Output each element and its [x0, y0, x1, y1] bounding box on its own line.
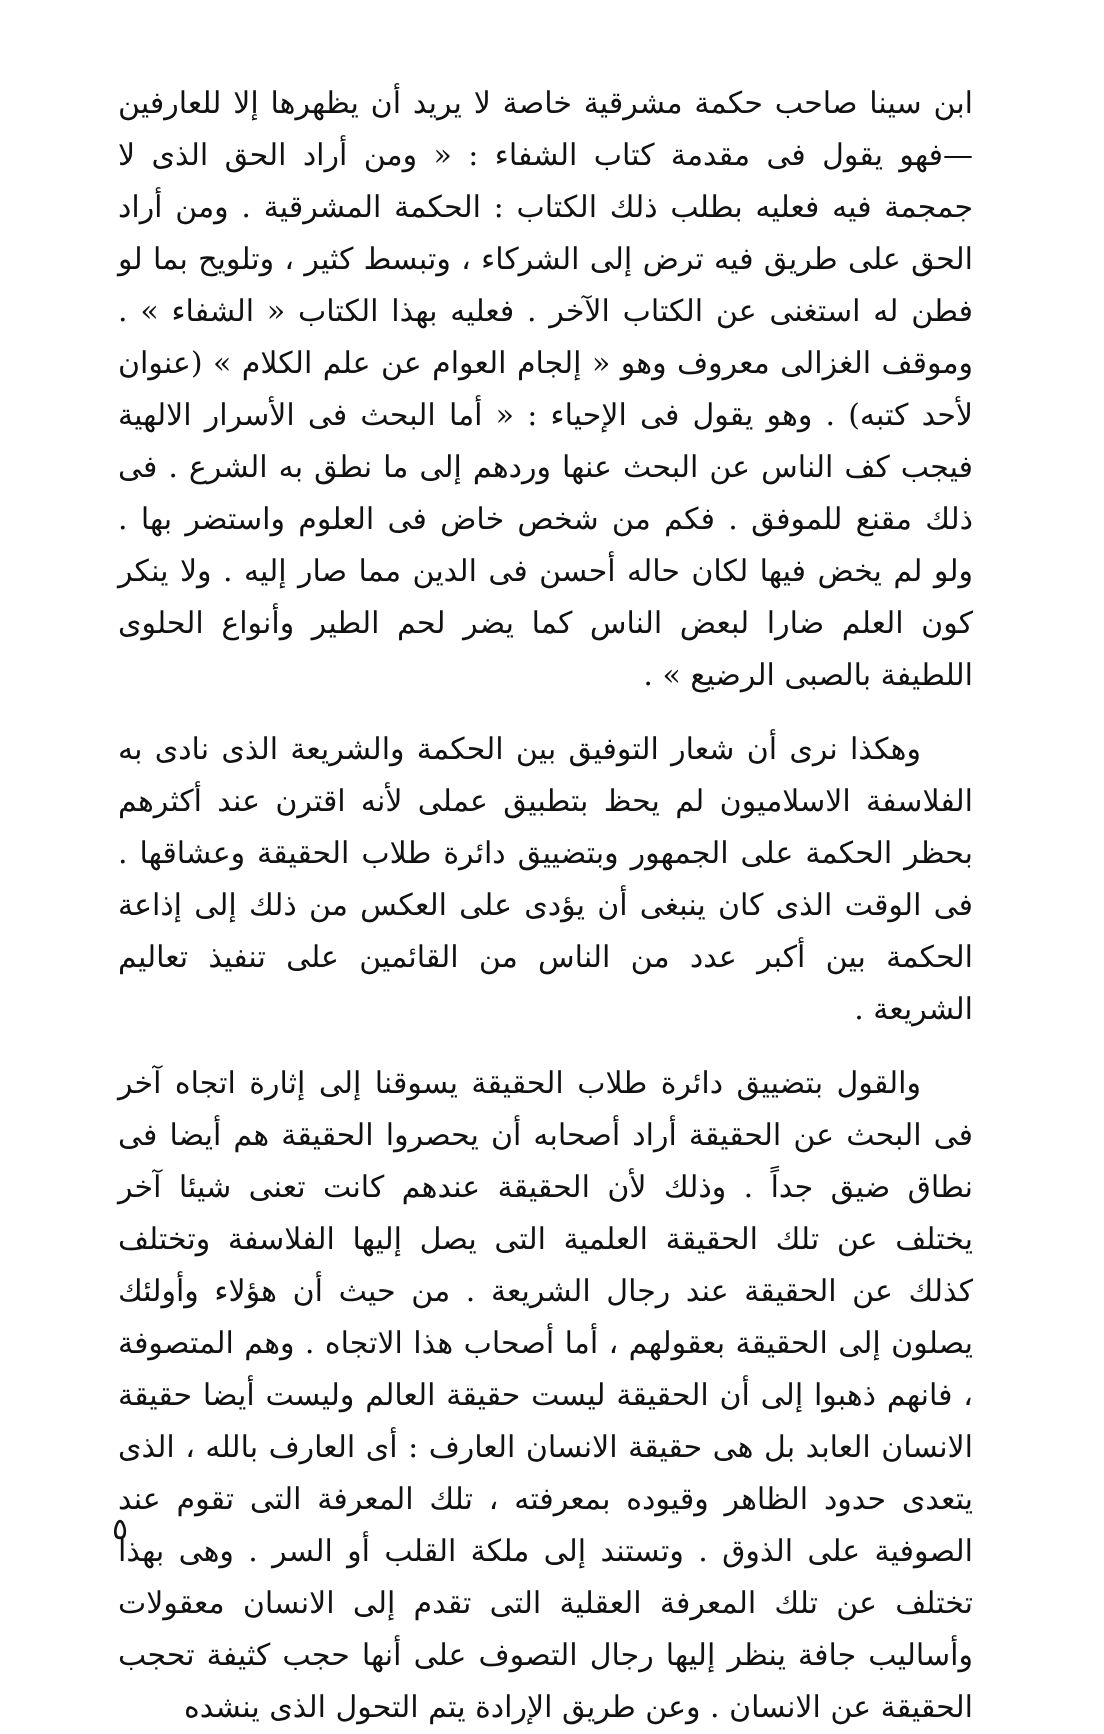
- page-body: [118, 78, 973, 1734]
- paragraph-2: وهكذا نرى أن شعار التوفيق بين الحكمة والشريعة الذى نادى به الفلاسفة الاسلاميون لم يحظ بتطبيق عملى لأنه اقترن عند أكثرهم بحظر الحكمة على الجمهور وبتضييق دائرة طلاب الحقيقة وعشاقها . فى الوقت الذى كان ينبغى أن يؤدى على العكس من ذلك إلى إذاعة الحكمة بين أكبر عدد من الناس من القائمين على تنفيذ تعاليم الشريعة .: [118, 732, 973, 1027]
- paragraph-gap: [118, 1036, 973, 1058]
- paragraph-1: ابن سينا صاحب حكمة مشرقية خاصة لا يريد أن يظهرها إلا للعارفين—فهو يقول فى مقدمة كتاب الشفاء : « ومن أراد الحق الذى لا جمجمة فيه فعليه بطلب ذلك الكتاب : الحكمة المشرقية . ومن أراد الحق على طريق فيه ترض إلى الشركاء ، وتبسط كثير ، وتلويح بما لو فطن له استغنى عن الكتاب الآخر . فعليه بهذا الكتاب « الشفاء » . وموقف الغزالى معروف وهو « إلجام العوام عن علم الكلام » (عنوان لأحد كتبه) . وهو يقول فى الإحياء : « أما البحث فى الأسرار الالهية فيجب كف الناس عن البحث عنها وردهم إلى ما نطق به الشرع . فى ذلك مقنع للموفق . فكم من شخص خاض فى العلوم واستضر بها . ولو لم يخض فيها لكان حاله أحسن فى الدين مما صار إليه . ولا ينكر كون العلم ضارا لبعض الناس كما يضر لحم الطير وأنواع الحلوى اللطيفة بالصبى الرضيع » .: [118, 86, 974, 693]
- paragraph-3: والقول بتضييق دائرة طلاب الحقيقة يسوقنا إلى إثارة اتجاه آخر فى البحث عن الحقيقة أراد أصحابه أن يحصروا الحقيقة هم أيضا فى نطاق ضيق جداً . وذلك لأن الحقيقة عندهم كانت تعنى شيئا آخر يختلف عن تلك الحقيقة العلمية التى يصل إليها الفلاسفة وتختلف كذلك عن الحقيقة عند رجال الشريعة . من حيث أن هؤلاء وأولئك يصلون إلى الحقيقة بعقولهم ، أما أصحاب هذا الاتجاه . وهم المتصوفة ، فانهم ذهبوا إلى أن الحقيقة ليست حقيقة العالم وليست أيضا حقيقة الانسان العابد بل هى حقيقة الانسان العارف : أى العارف بالله ، الذى يتعدى حدود الظاهر وقيوده بمعرفته ، تلك المعرفة التى تقوم عند الصوفية على الذوق . وتستند إلى ملكة القلب أو السر . وهى بهذا تختلف عن تلك المعرفة العقلية التى تقدم إلى الانسان معقولات وأساليب جافة ينظر إليها رجال التصوف على أنها حجب كثيفة تحجب الحقيقة عن الانسان . وعن طريق الإرادة يتم التحول الذى ينشده: [118, 1066, 973, 1725]
- paragraph-gap: [118, 702, 973, 724]
- page-number: ٥: [112, 1512, 129, 1547]
